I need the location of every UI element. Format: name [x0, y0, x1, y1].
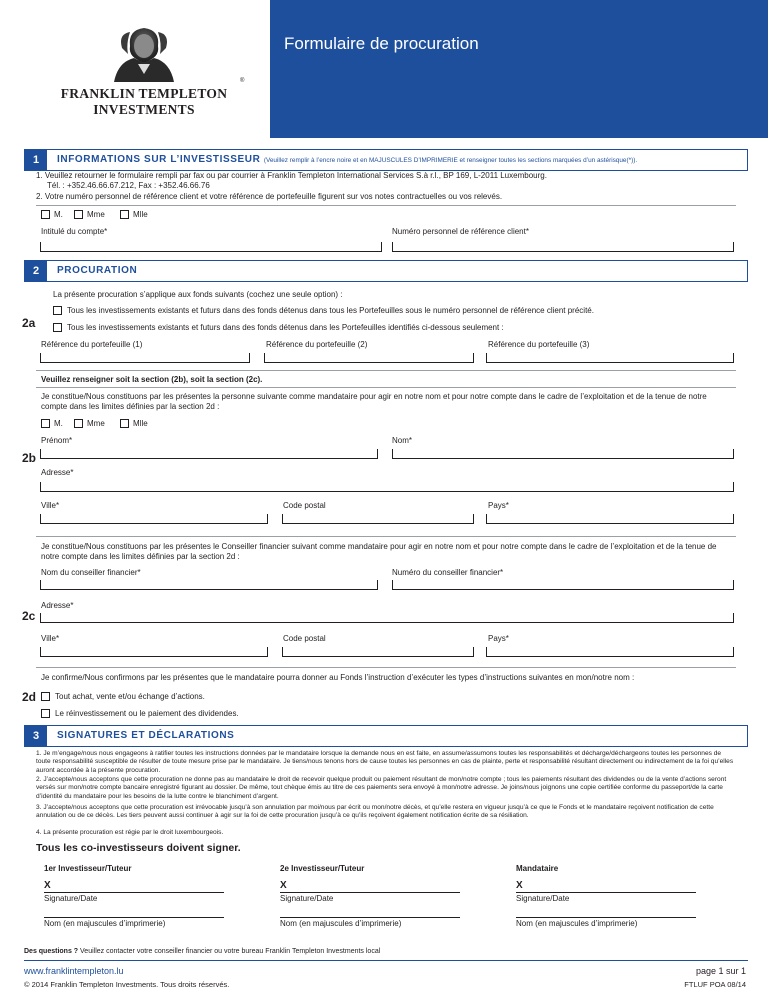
title-mlle-label: Mlle — [133, 210, 148, 219]
attorney-signature-line[interactable] — [516, 892, 696, 893]
section-2c-text: Je constitue/Nous constituons par les présentes le Conseiller financier suivant comme mandataire pour agir en notre nom et pour notre compte dans le cadre de l’exploitation et de la tenue de notre compte dans les limites définies par la section 2d : — [41, 542, 717, 561]
title-m-checkbox[interactable] — [41, 210, 50, 219]
section-2b-label: 2b — [22, 451, 37, 465]
portfolio-ref-3-field[interactable] — [486, 353, 734, 363]
signer-2-x: X — [280, 880, 287, 891]
account-name-field[interactable] — [40, 242, 382, 252]
attorney-sigdate-label: Signature/Date — [516, 894, 570, 903]
advisor-number-field[interactable] — [392, 580, 734, 590]
advisor-address-field[interactable] — [40, 613, 734, 623]
section-number: 2 — [25, 261, 47, 281]
section-1-header — [24, 149, 748, 171]
title-mlle-checkbox[interactable] — [120, 210, 129, 219]
form-title: Formulaire de procuration — [284, 34, 479, 53]
advisor-country-field[interactable] — [486, 647, 734, 657]
2b-title-mme-checkbox[interactable] — [74, 419, 83, 428]
divider — [36, 205, 736, 206]
option-listed-portfolios-label: Tous les investissements existants et futurs dans des fonds détenus dans les Portefeuilles identifiés ci-dessous seulement : — [67, 323, 504, 332]
copyright: © 2014 Franklin Templeton Investments. Tous droits réservés. — [24, 980, 230, 989]
advisor-name-label: Nom du conseiller financier* — [41, 568, 141, 577]
last-name-label: Nom* — [392, 436, 413, 445]
declaration-4: 4. La présente procuration est régie par le droit luxembourgeois. — [36, 829, 224, 836]
section-number: 3 — [25, 726, 47, 746]
section-subtitle: (Veuillez remplir à l’encre noire et en MAJUSCULES D’IMPRIMERIE et renseigner toutes les sections marquées d’un astérisque(*)). — [263, 157, 638, 164]
declaration-2: 2. J’accepte/nous acceptons que cette procuration ne donne pas au mandataire le droit de recevoir quelque produit ou paiement résultant de mon/notre compte ; tous les paiements résultant des dividendes ou de la vente d’actions seront versés sur mon/notre compte bancaire enregistré figurant au dossier. De même, tout chèque émis au titre de ces paiements sera envoyé à mon/notre adresse. Je joins/nous joignons une copie certifiée conforme du passeport/de la carte d’identité du mandataire pour les besoins de la lutte contre le blanchiment d’argent. — [36, 776, 727, 800]
address-label: Adresse* — [41, 468, 74, 477]
declaration-1: 1. Je m’engage/nous nous engageons à ratifier toutes les instructions données par le mandataire lorsque la demande nous en est faite, en assume/assumons toutes les responsabilités et décharge/déchargeons toutes les personnes de toute responsabilité susceptible de résulter de toute mesure prise par le mandataire. Je tiens/nous tenons hors de cause toutes les personnes en cas de plainte, perte et responsabilité résultant directement ou indirectement de la foi qu’elles auront accordée à la présente procuration. — [36, 750, 734, 774]
signer-1-sigdate-label: Signature/Date — [44, 894, 98, 903]
questions-bold: Des questions ? — [24, 948, 79, 955]
title-mme-label: Mme — [87, 210, 105, 219]
2b-title-mlle-label: Mlle — [133, 419, 148, 428]
signer-1-name-line[interactable] — [44, 917, 224, 918]
footer-divider — [24, 960, 748, 961]
city-field[interactable] — [40, 514, 268, 524]
signer-2-signature-line[interactable] — [280, 892, 460, 893]
signer-1-name-label: Nom (en majuscules d’imprimerie) — [44, 919, 166, 928]
instruction-1: 1. Veuillez retourner le formulaire rempli par fax ou par courrier à Franklin Templeton International Services S.à r.l., BP 169, L-2011 Luxembourg. — [36, 171, 547, 180]
option-all-portfolios-label: Tous les investissements existants et futurs dans des fonds détenus dans tous les Portefeuilles sous le numéro personnel de référence client précité. — [67, 306, 594, 315]
section-2d-text: Je confirme/Nous confirmons par les présentes que le mandataire pourra donner au Fonds l’instruction d’exécuter les types d’instructions suivantes en mon/notre nom : — [41, 673, 635, 682]
section-title-text: INFORMATIONS SUR L’INVESTISSEUR — [57, 154, 261, 165]
brand-name-line2: INVESTMENTS — [93, 102, 195, 117]
advisor-city-label: Ville* — [41, 634, 60, 643]
advisor-postal-code-label: Code postal — [283, 634, 326, 643]
procuration-intro: La présente procuration s’applique aux fonds suivants (cochez une seule option) : — [53, 290, 343, 299]
divider — [36, 667, 736, 668]
divider — [36, 387, 736, 388]
2b-title-m-label: M. — [54, 419, 63, 428]
2b-title-mlle-checkbox[interactable] — [120, 419, 129, 428]
postal-code-field[interactable] — [282, 514, 474, 524]
page-number: page 1 sur 1 — [695, 966, 746, 976]
advisor-postal-code-field[interactable] — [282, 647, 474, 657]
attorney-heading: Mandataire — [516, 864, 559, 873]
portfolio-ref-1-field[interactable] — [40, 353, 250, 363]
declaration-3: 3. J’accepte/nous acceptons que cette procuration est irrévocable jusqu’à son annulation par moi/nous par écrit ou mon/notre décès, et qu’elle restera en vigueur jusqu’à ce que le Fonds et le mandataire reçoivent notification de cette annulation ou de ce décès. Les tiers peuvent aussi continuer à agir sur la foi de cette procuration jusqu’à ce qu’ils reçoivent également notification écrite de sa résiliation. — [36, 804, 714, 820]
franklin-portrait-logo — [108, 24, 180, 84]
instruction-trade-label: Tout achat, vente et/ou échange d’actions. — [55, 692, 205, 701]
address-field[interactable] — [40, 482, 734, 492]
last-name-field[interactable] — [392, 449, 734, 459]
instruction-trade-checkbox[interactable] — [41, 692, 50, 701]
section-title: SIGNATURES ET DÉCLARATIONS — [57, 730, 235, 741]
brand-name-line1: FRANKLIN TEMPLETON — [60, 86, 228, 101]
advisor-city-field[interactable] — [40, 647, 268, 657]
questions-note — [24, 948, 380, 956]
instruction-1-contact: Tél. : +352.46.66.67.212, Fax : +352.46.66.76 — [47, 181, 210, 190]
portfolio-ref-2-label: Référence du portefeuille (2) — [266, 340, 368, 349]
header-banner — [270, 0, 768, 138]
section-2-header — [24, 260, 748, 282]
account-name-label: Intitulé du compte* — [41, 227, 108, 236]
2b-title-mme-label: Mme — [87, 419, 105, 428]
title-mme-checkbox[interactable] — [74, 210, 83, 219]
client-ref-label: Numéro personnel de référence client* — [392, 227, 529, 236]
advisor-number-label: Numéro du conseiller financier* — [392, 568, 504, 577]
advisor-country-label: Pays* — [488, 634, 509, 643]
instruction-dividend-checkbox[interactable] — [41, 709, 50, 718]
advisor-name-field[interactable] — [40, 580, 378, 590]
section-2a-label: 2a — [22, 316, 36, 330]
either-section-note: Veuillez renseigner soit la section (2b), soit la section (2c). — [41, 375, 263, 384]
section-title — [57, 154, 637, 165]
2b-title-m-checkbox[interactable] — [41, 419, 50, 428]
cosign-note: Tous les co-investisseurs doivent signer. — [36, 842, 241, 854]
first-name-field[interactable] — [40, 449, 378, 459]
postal-code-label: Code postal — [283, 501, 326, 510]
option-all-portfolios-checkbox[interactable] — [53, 306, 62, 315]
section-title: PROCURATION — [57, 265, 138, 276]
signer-2-name-label: Nom (en majuscules d’imprimerie) — [280, 919, 402, 928]
portfolio-ref-1-label: Référence du portefeuille (1) — [41, 340, 143, 349]
questions-text: Veuillez contacter votre conseiller financier ou votre bureau Franklin Templeton Investments local — [78, 948, 381, 955]
instruction-2: 2. Votre numéro personnel de référence client et votre référence de portefeuille figurent sur vos notes contractuelles ou vos relevés. — [36, 192, 503, 201]
registered-mark: ® — [240, 78, 245, 84]
signer-2-name-line[interactable] — [280, 917, 460, 918]
portfolio-ref-2-field[interactable] — [264, 353, 474, 363]
attorney-x: X — [516, 880, 523, 891]
country-field[interactable] — [486, 514, 734, 524]
divider — [36, 536, 736, 537]
signer-1-heading: 1er Investisseur/Tuteur — [44, 864, 132, 873]
advisor-address-label: Adresse* — [41, 601, 74, 610]
portfolio-ref-3-label: Référence du portefeuille (3) — [488, 340, 590, 349]
form-code: FTLUF POA 08/14 — [684, 980, 746, 989]
attorney-name-label: Nom (en majuscules d’imprimerie) — [516, 919, 638, 928]
title-m-label: M. — [54, 210, 63, 219]
client-ref-field[interactable] — [392, 242, 734, 252]
section-2d-label: 2d — [22, 690, 37, 704]
website-link[interactable]: www.franklintempleton.lu — [24, 966, 124, 976]
section-2b-text: Je constitue/Nous constituons par les présentes la personne suivante comme mandataire pour agir en notre nom et pour notre compte dans le cadre de l’exploitation et de la tenue de notre compte dans les limites définies par la section 2d : — [41, 392, 707, 411]
city-label: Ville* — [41, 501, 60, 510]
section-number: 1 — [25, 150, 47, 170]
signer-2-heading: 2e Investisseur/Tuteur — [280, 864, 365, 873]
divider — [36, 370, 736, 371]
country-label: Pays* — [488, 501, 509, 510]
option-listed-portfolios-checkbox[interactable] — [53, 323, 62, 332]
signer-2-sigdate-label: Signature/Date — [280, 894, 334, 903]
signer-1-x: X — [44, 880, 51, 891]
section-3-header — [24, 725, 748, 747]
first-name-label: Prénom* — [41, 436, 73, 445]
signer-1-signature-line[interactable] — [44, 892, 224, 893]
attorney-name-line[interactable] — [516, 917, 696, 918]
section-2c-label: 2c — [22, 609, 36, 623]
instruction-dividend-label: Le réinvestissement ou le paiement des dividendes. — [55, 709, 239, 718]
